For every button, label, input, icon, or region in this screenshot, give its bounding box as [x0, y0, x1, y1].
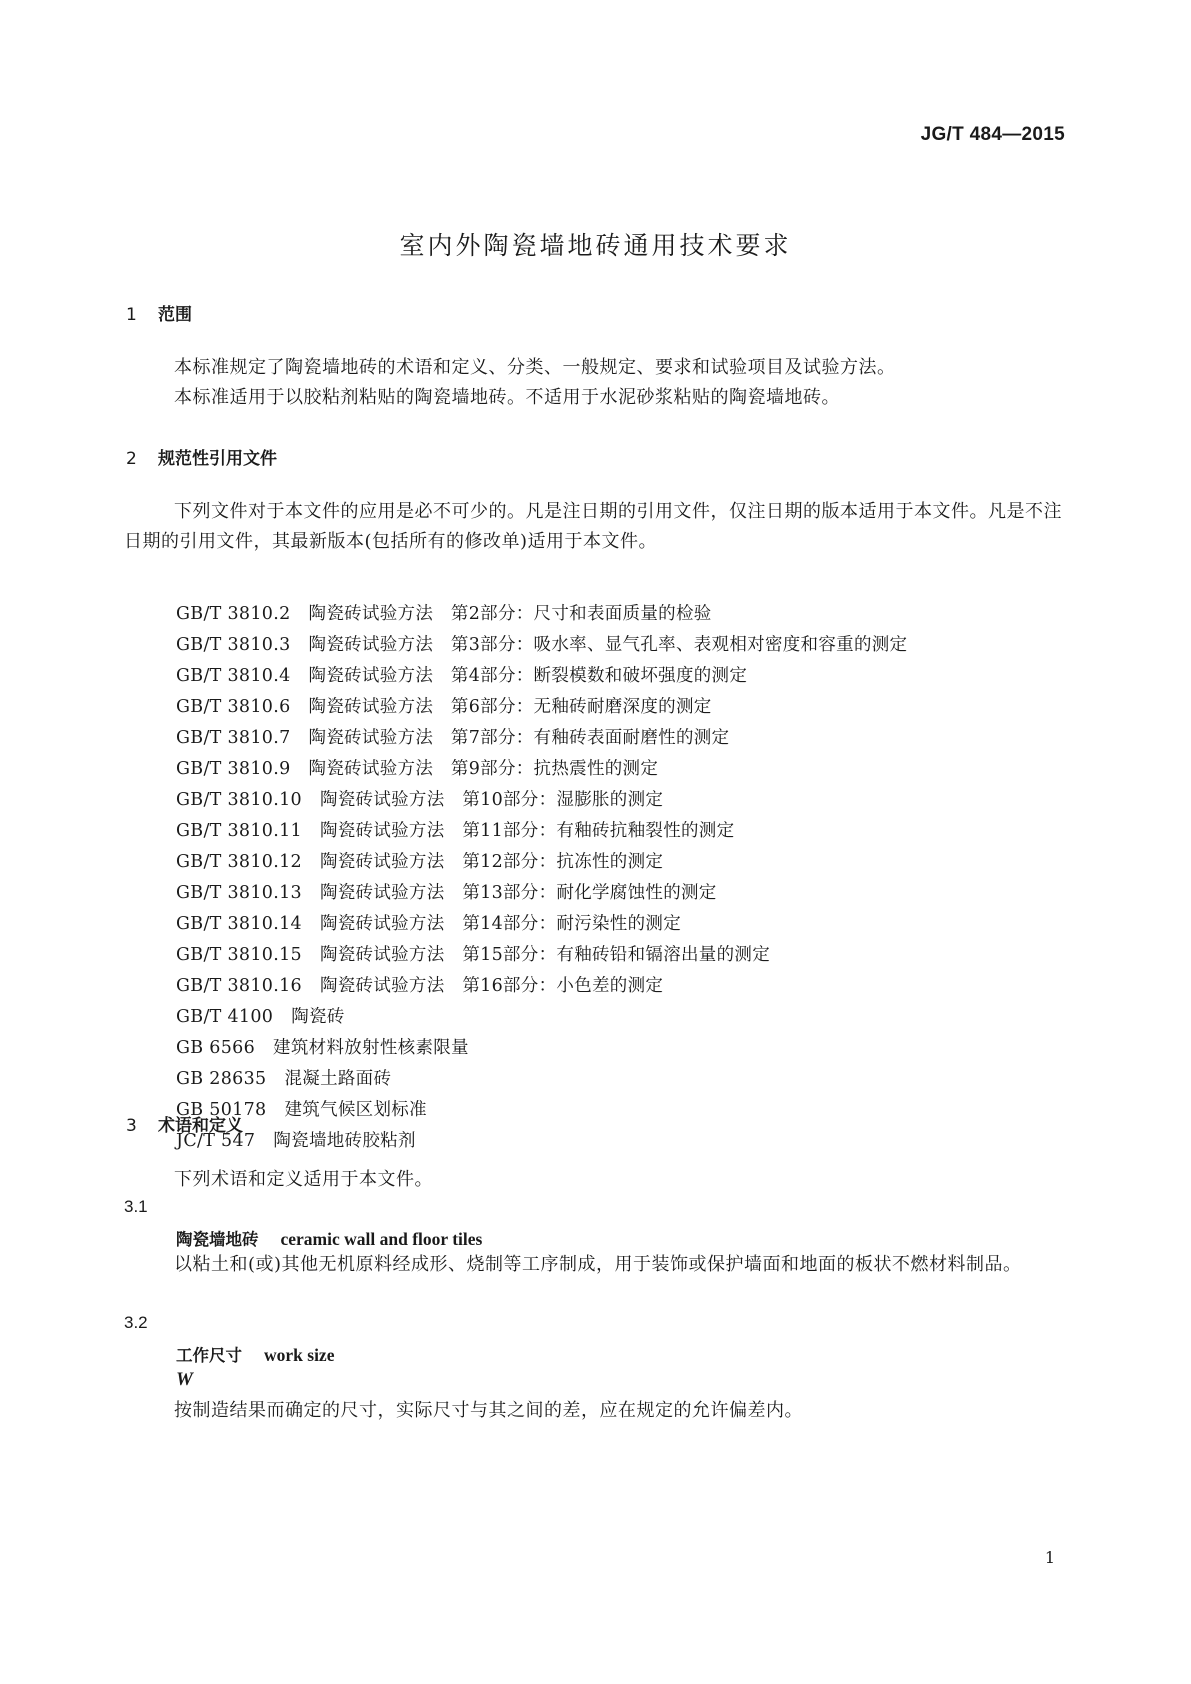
reference-title: 陶瓷砖试验方法 第16部分：小色差的测定 [319, 976, 664, 996]
reference-code: GB/T 3810.10 [176, 790, 302, 810]
section-1-heading [126, 300, 192, 325]
list-item [176, 723, 907, 754]
term-zh: 工作尺寸 [176, 1346, 242, 1365]
reference-code: GB/T 3810.12 [176, 852, 302, 872]
list-item [176, 1095, 907, 1126]
section-title: 术语和定义 [158, 1116, 243, 1136]
list-item [176, 1064, 907, 1095]
paragraph: 本标准适用于以胶粘剂粘贴的陶瓷墙地砖。不适用于水泥砂浆粘贴的陶瓷墙地砖。 [174, 387, 840, 408]
reference-title: 陶瓷砖试验方法 第10部分：湿膨胀的测定 [319, 790, 664, 810]
reference-title: 陶瓷砖试验方法 第6部分：无釉砖耐磨深度的测定 [308, 697, 712, 717]
list-item [176, 878, 907, 909]
list-item [176, 599, 907, 630]
reference-code: GB 6566 [176, 1038, 256, 1058]
reference-title: 陶瓷砖试验方法 第2部分：尺寸和表面质量的检验 [308, 604, 712, 624]
paragraph: 按制造结果而确定的尺寸，实际尺寸与其之间的差，应在规定的允许偏差内。 [174, 1400, 803, 1421]
term-en: work size [264, 1345, 335, 1365]
reference-code: GB 28635 [176, 1069, 267, 1089]
section-3-intro [124, 1165, 1066, 1195]
section-number: 1 [126, 305, 137, 325]
reference-title: 陶瓷砖试验方法 第13部分：耐化学腐蚀性的测定 [319, 883, 717, 903]
section-number: 3 [126, 1116, 137, 1136]
page-number: 1 [1044, 1548, 1055, 1567]
reference-title: 陶瓷砖试验方法 第3部分：吸水率、显气孔率、表观相对密度和容重的测定 [308, 635, 908, 655]
reference-code: GB/T 3810.4 [176, 666, 291, 686]
list-item [176, 630, 907, 661]
reference-code: GB/T 3810.13 [176, 883, 302, 903]
section-3-heading [126, 1111, 243, 1136]
reference-code: JC/T 547 [176, 1131, 256, 1151]
reference-code: GB/T 4100 [176, 1007, 274, 1027]
reference-title: 陶瓷砖试验方法 第4部分：断裂模数和破坏强度的测定 [308, 666, 748, 686]
list-item [176, 909, 907, 940]
normative-references-list [176, 599, 907, 1157]
paragraph: 下列文件对于本文件的应用是必不可少的。凡是注日期的引用文件，仅注日期的版本适用于本文件。凡是不注日期的引用文件，其最新版本(包括所有的修改单)适用于本文件。 [124, 501, 1062, 552]
reference-title: 陶瓷砖试验方法 第14部分：耐污染性的测定 [319, 914, 682, 934]
section-2-heading [126, 444, 277, 469]
reference-code: GB/T 3810.7 [176, 728, 291, 748]
reference-code: GB/T 3810.11 [176, 821, 302, 841]
reference-title: 陶瓷砖试验方法 第11部分：有釉砖抗釉裂性的测定 [319, 821, 735, 841]
reference-code: GB/T 3810.9 [176, 759, 291, 779]
term-definition [124, 1250, 1066, 1280]
term-entry [176, 1342, 334, 1366]
paragraph: 以粘土和(或)其他无机原料经成形、烧制等工序制成，用于装饰或保护墙面和地面的板状不燃材料制品。 [174, 1254, 1022, 1275]
reference-title: 陶瓷砖试验方法 第12部分：抗冻性的测定 [319, 852, 664, 872]
reference-code: GB/T 3810.3 [176, 635, 291, 655]
reference-code: GB/T 3810.15 [176, 945, 302, 965]
reference-code: GB 50178 [176, 1100, 267, 1120]
reference-title: 陶瓷墙地砖胶粘剂 [273, 1131, 416, 1151]
list-item [176, 816, 907, 847]
reference-code: GB/T 3810.6 [176, 697, 291, 717]
reference-title: 建筑气候区划标准 [284, 1100, 427, 1120]
list-item [176, 847, 907, 878]
list-item [176, 754, 907, 785]
term-en: ceramic wall and floor tiles [280, 1229, 483, 1249]
reference-code: GB/T 3810.14 [176, 914, 302, 934]
clause-number: 3.2 [124, 1313, 148, 1332]
section-title: 规范性引用文件 [158, 449, 277, 469]
reference-title: 建筑材料放射性核素限量 [273, 1038, 469, 1058]
section-title: 范围 [158, 305, 192, 325]
paragraph: 下列术语和定义适用于本文件。 [174, 1169, 433, 1190]
reference-title: 陶瓷砖试验方法 第15部分：有釉砖铅和镉溶出量的测定 [319, 945, 771, 965]
standard-code: JG/T 484—2015 [920, 124, 1065, 145]
paragraph: 本标准规定了陶瓷墙地砖的术语和定义、分类、一般规定、要求和试验项目及试验方法。 [174, 357, 896, 378]
term-zh: 陶瓷墙地砖 [176, 1230, 259, 1249]
document-title: 室内外陶瓷墙地砖通用技术要求 [399, 231, 792, 260]
reference-title: 混凝土路面砖 [284, 1069, 392, 1089]
list-item [176, 971, 907, 1002]
clause-number: 3.1 [124, 1197, 148, 1216]
list-item [176, 1002, 907, 1033]
term-definition [124, 1396, 1066, 1426]
list-item [176, 661, 907, 692]
reference-code: GB/T 3810.2 [176, 604, 291, 624]
list-item [176, 692, 907, 723]
list-item [176, 940, 907, 971]
term-symbol: W [176, 1369, 193, 1390]
reference-title: 陶瓷砖 [291, 1007, 345, 1027]
section-number: 2 [126, 449, 137, 469]
term-entry [176, 1226, 482, 1250]
reference-code: GB/T 3810.16 [176, 976, 302, 996]
reference-title: 陶瓷砖试验方法 第9部分：抗热震性的测定 [308, 759, 659, 779]
list-item [176, 1126, 907, 1157]
section-2-intro [124, 497, 1066, 557]
list-item [176, 785, 907, 816]
list-item [176, 1033, 907, 1064]
reference-title: 陶瓷砖试验方法 第7部分：有釉砖表面耐磨性的测定 [308, 728, 730, 748]
section-1-body [124, 353, 1066, 413]
